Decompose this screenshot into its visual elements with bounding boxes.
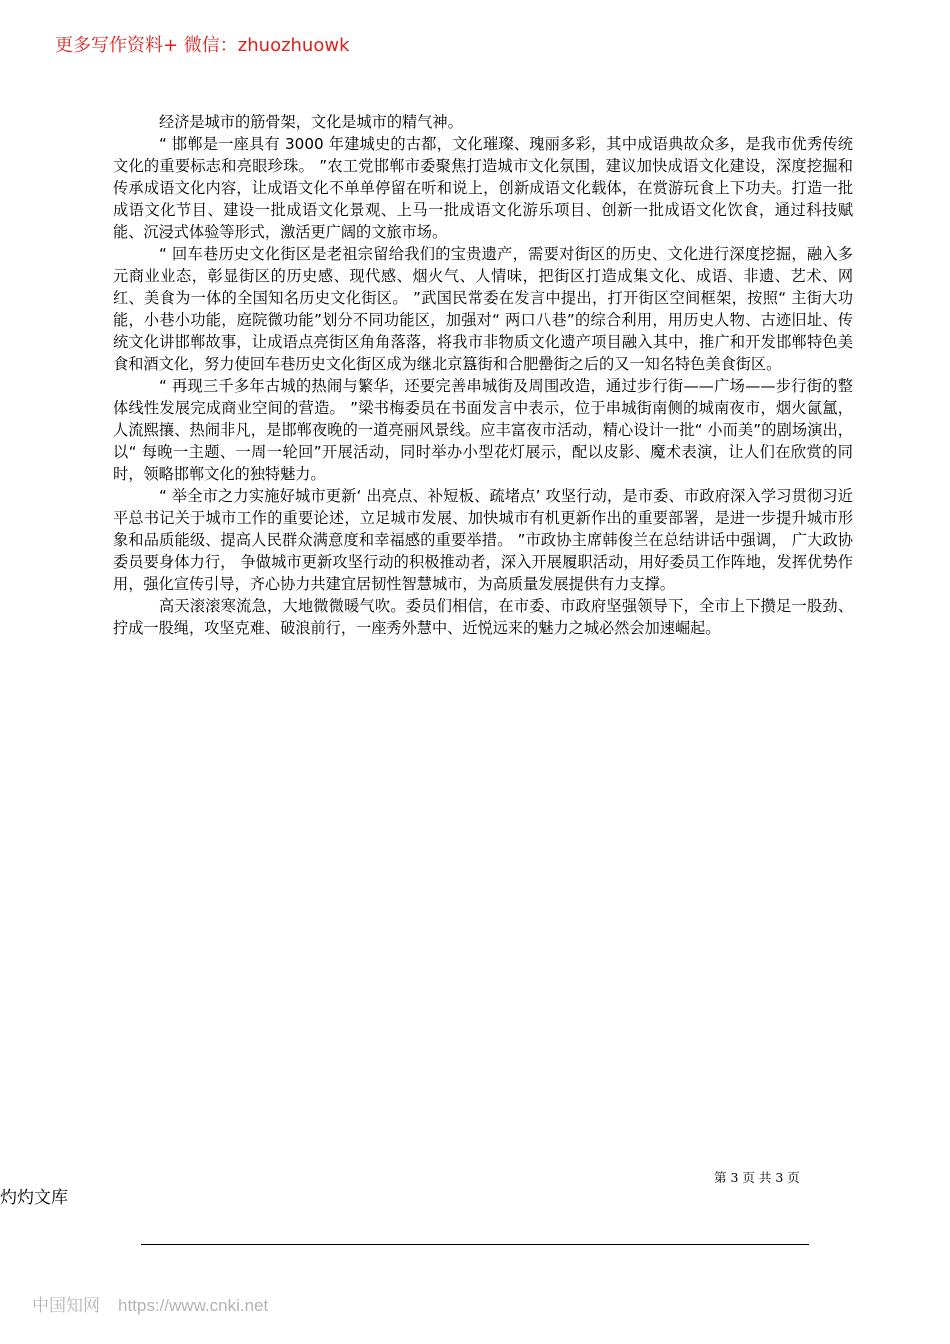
article-paragraph-5: “ 举全市之力实施好城市更新‘ 出亮点、补短板、疏堵点’ 攻坚行动，是市委、市政府深入学习贯彻习近平总书记关于城市工作的重要论述，立足城市发展、加快城市有机更新作出的重要部署，是进一步提升城市形象和品质能级、提高人民群众满意度和幸福感的重要举措。 ”市政协主席韩俊兰在总结讲话中强调， 广大政协委员要身体力行， 争做城市更新攻坚行动的积极推动者，深入开展履职活动，用好委员工作阵地，发挥优势作用，强化宣传引导，齐心协力共建宜居韧性智慧城市，为高质量发展提供有力支撑。: [113, 487, 853, 593]
footer-divider: [141, 1244, 809, 1245]
article-body: [113, 111, 853, 639]
article-paragraph-3: “ 回车巷历史文化街区是老祖宗留给我们的宝贵遗产，需要对街区的历史、文化进行深度挖掘，融入多元商业业态，彰显街区的历史感、现代感、烟火气、人情味，把街区打造成集文化、成语、非遗、艺术、网红、美食为一体的全国知名历史文化街区。 ”武国民常委在发言中提出，打开街区空间框架，按照“ 主街大功能，小巷小功能，庭院微功能”划分不同功能区，加强对“ 两口八巷”的综合利用，用历史人物、古迹旧址、传统文化讲邯郸故事，让成语点亮街区角角落落，将我市非物质文化遗产项目融入其中，推广和开发邯郸特色美食和酒文化，努力使回车巷历史文化街区成为继北京簋街和合肥罍街之后的又一知名特色美食街区。: [113, 245, 853, 373]
article-paragraph-1: 经济是城市的筋骨架，文化是城市的精气神。: [159, 113, 463, 131]
article-paragraph-6: 高天滚滚寒流急，大地微微暖气吹。委员们相信，在市委、市政府坚强领导下，全市上下攒足一股劲、拧成一股绳，攻坚克难、破浪前行，一座秀外慧中、近悦远来的魅力之城必然会加速崛起。: [113, 597, 853, 637]
promo-wechat-text: 更多写作资料+ 微信：zhuozhuowk: [55, 35, 350, 56]
watermark-url: https://www.cnki.net: [118, 1296, 269, 1315]
watermark-site-name: 中国知网: [32, 1296, 100, 1315]
page-number: 第 3 页 共 3 页: [714, 1170, 800, 1185]
article-paragraph-2: “ 邯郸是一座具有 3000 年建城史的古都，文化璀璨、瑰丽多彩，其中成语典故众多，是我市优秀传统文化的重要标志和亮眼珍珠。 ”农工党邯郸市委聚焦打造城市文化氛围，建议加快成语文化建设，深度挖掘和传承成语文化内容，让成语文化不单单停留在听和说上，创新成语文化载体，在赏游玩食上下功夫。打造一批成语文化节目、建设一批成语文化景观、上马一批成语文化游乐项目、创新一批成语文化饮食，通过科技赋能、沉浸式体验等形式，激活更广阔的文旅市场。: [113, 135, 853, 241]
cnki-watermark: [32, 1294, 268, 1318]
library-name: 灼灼文库: [0, 1188, 68, 1208]
article-paragraph-4: “ 再现三千多年古城的热闹与繁华，还要完善串城街及周围改造，通过步行街——广场——步行街的整体线性发展完成商业空间的营造。 ”梁书梅委员在书面发言中表示，位于串城街南侧的城南夜市，烟火氤氲，人流熙攘、热闹非凡，是邯郸夜晚的一道亮丽风景线。应丰富夜市活动，精心设计一批“ 小而美”的剧场演出，以“ 每晚一主题、一周一轮回”开展活动，同时举办小型花灯展示，配以皮影、魔术表演，让人们在欣赏的同时，领略邯郸文化的独特魅力。: [113, 377, 853, 483]
